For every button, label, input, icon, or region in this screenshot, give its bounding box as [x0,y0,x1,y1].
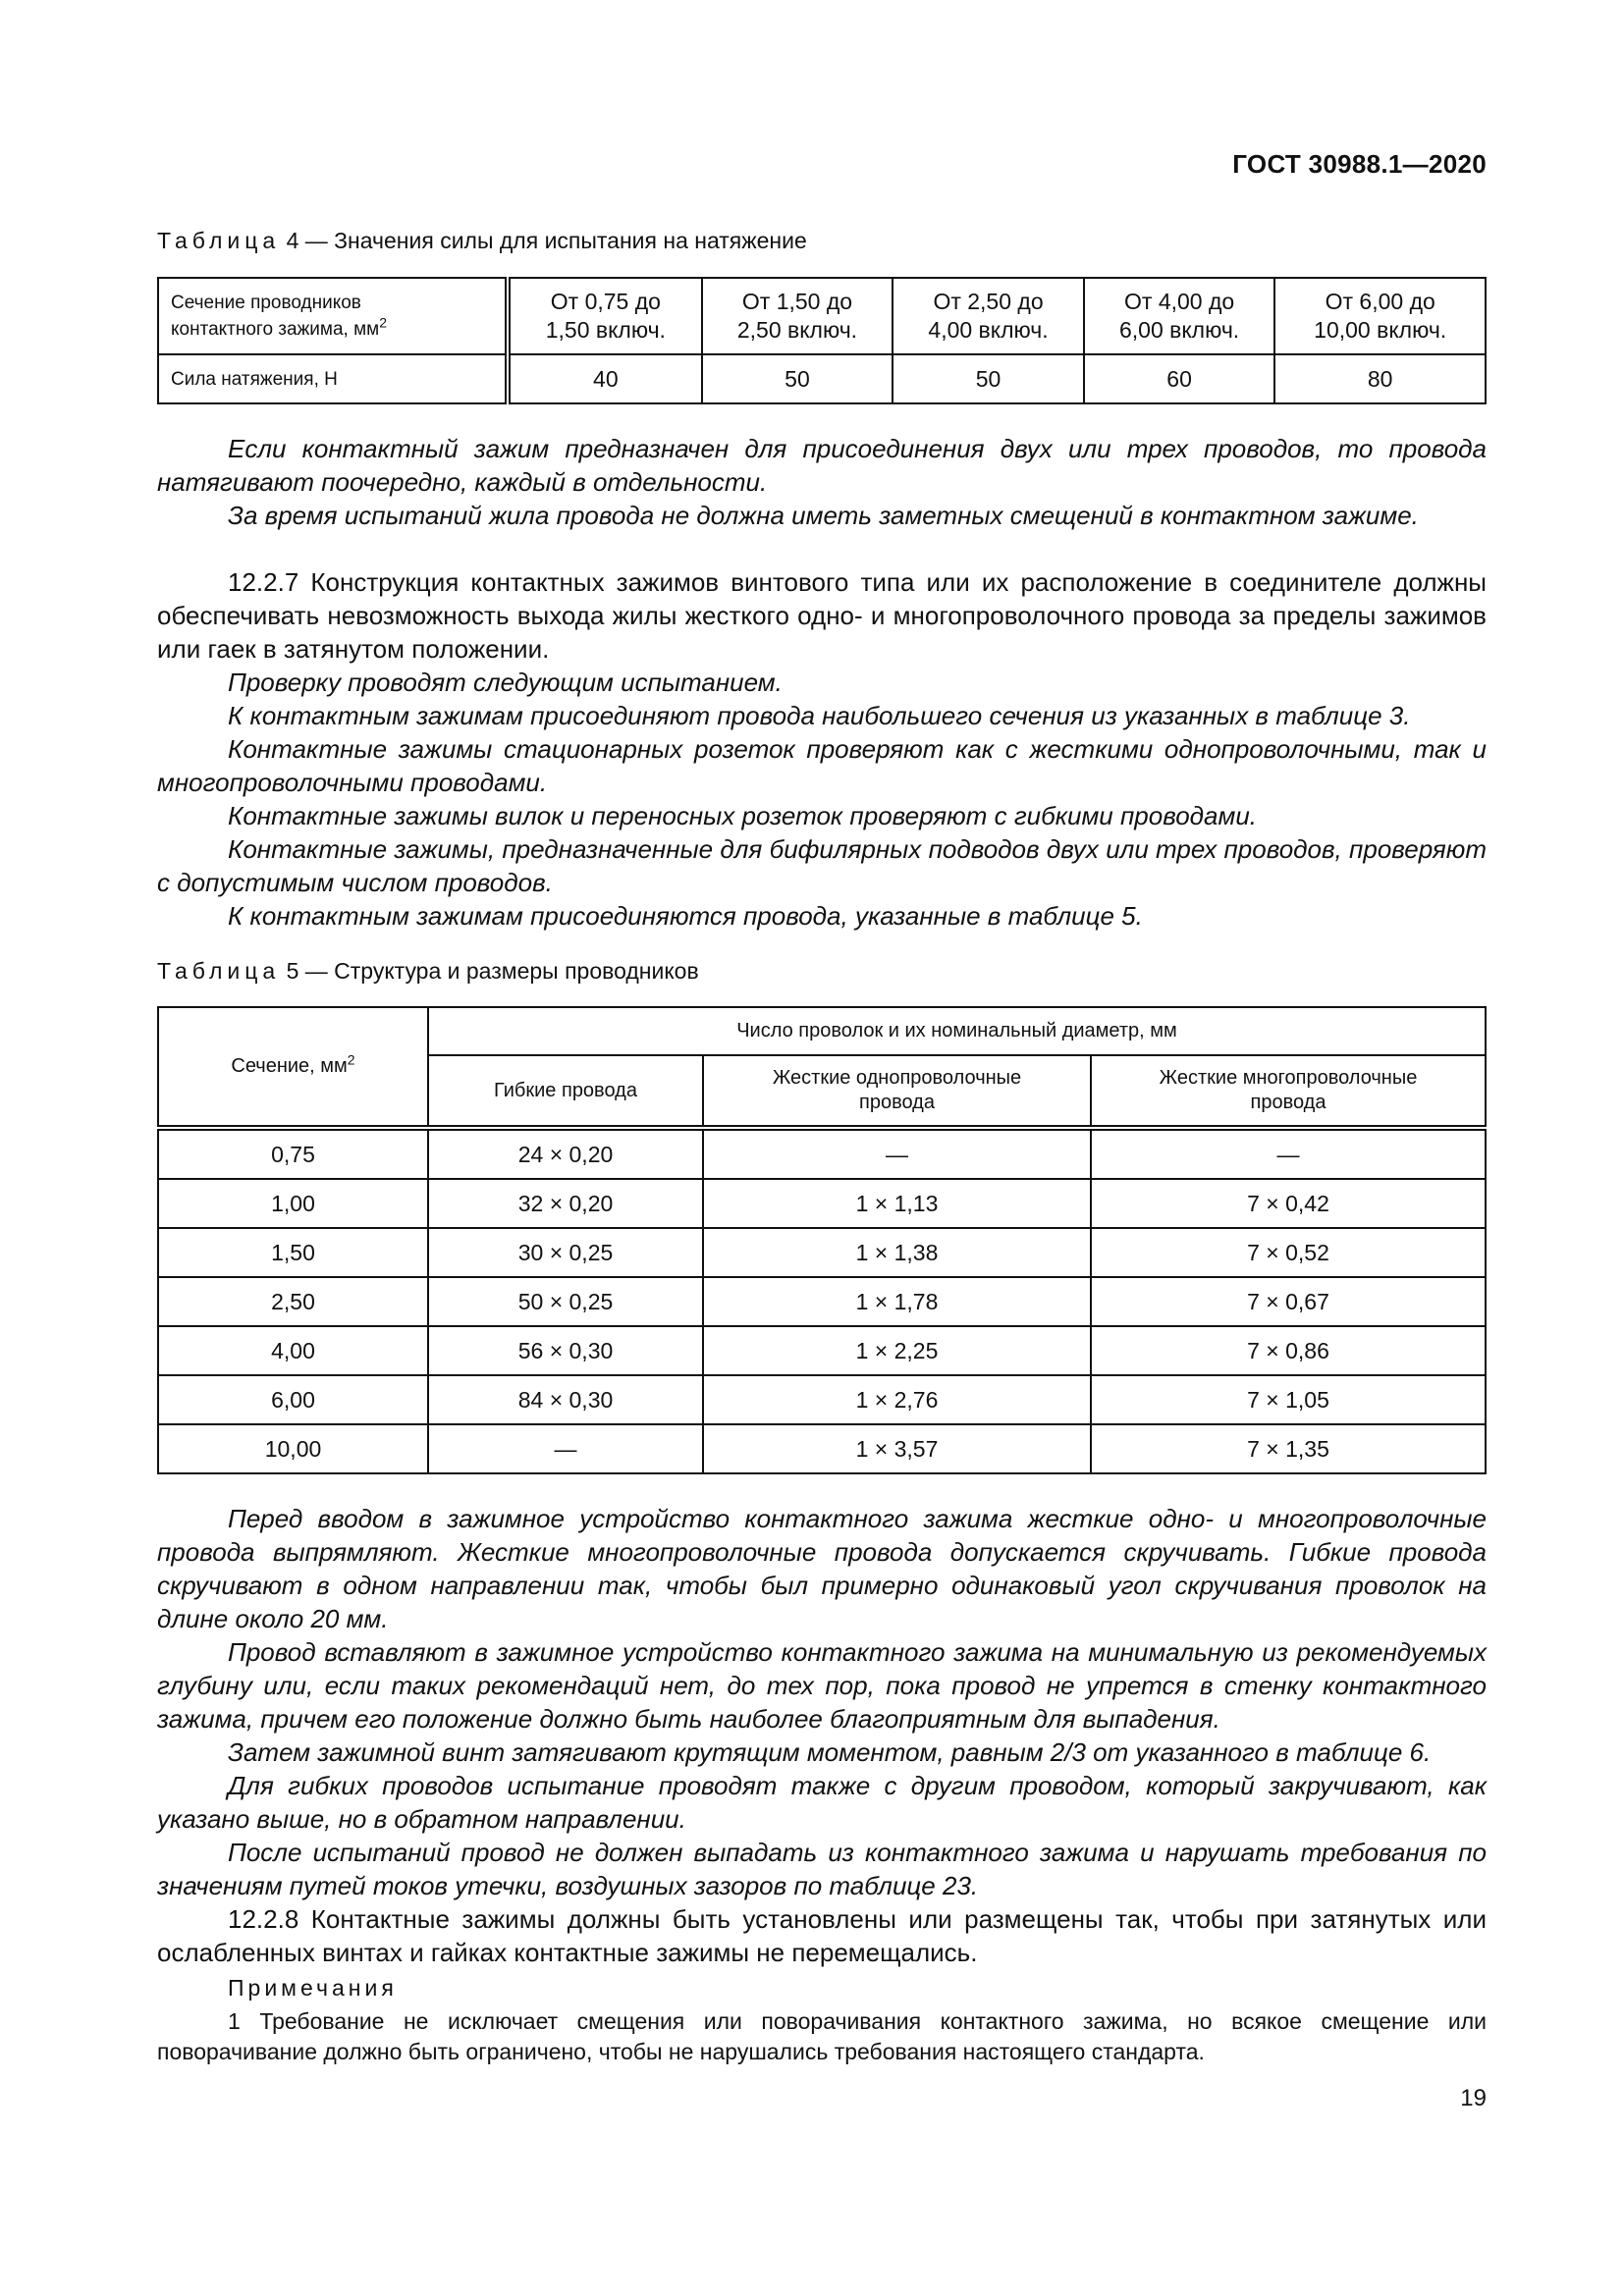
table-cell: — [1091,1128,1486,1179]
table-cell: 56 × 0,30 [428,1326,703,1375]
table4-cell-line: 2,50 включ. [736,317,858,343]
table4-row-label: Сила натяжения, Н [158,354,508,403]
table5-col-flexible: Гибкие провода [428,1055,703,1128]
table4-cell-line: 4,00 включ. [928,317,1049,343]
table4-cell: 60 [1084,354,1275,403]
document-code: ГОСТ 30988.1—2020 [1232,149,1487,179]
paragraph: Проверку проводят следующим испытанием. [228,667,783,697]
table4-cell-line: От 2,50 до [933,289,1044,314]
table-cell: 1 × 2,25 [703,1326,1091,1375]
table-cell: 7 × 1,05 [1091,1375,1486,1424]
table-cell: 7 × 0,86 [1091,1326,1486,1375]
paragraph: Контактные зажимы стационарных розеток проверяют как с жесткими однопроволочными, так и многопроволочными проводами. [157,734,1487,797]
table5-col-section-label: Сечение, мм [231,1055,348,1077]
table4-caption-text: 4 — Значения силы для испытания на натяжение [286,228,807,253]
table-cell: 84 × 0,30 [428,1375,703,1424]
table-row [158,1277,1486,1326]
table5-body [158,1128,1486,1473]
paragraph: 12.2.8 Контактные зажимы должны быть установлены или размещены так, чтобы при затянутых или ослабленных винтах и гайках контактные зажимы не перемещались. [157,1904,1487,1967]
table-cell: 1 × 2,76 [703,1375,1091,1424]
notes-title: Примечания [228,1975,398,2001]
paragraph: Контактные зажимы вилок и переносных розеток проверяют с гибкими проводами. [228,801,1257,830]
table5-col-stranded [1091,1055,1486,1128]
table4-cell-line: 10,00 включ. [1314,317,1447,343]
table5-caption [157,958,699,985]
table-cell: 1 × 1,13 [703,1179,1091,1228]
paragraph: К контактным зажимам присоединяются провода, указанные в таблице 5. [228,901,1143,931]
table5-caption-text: 5 — Структура и размеры проводников [286,958,699,984]
table-cell: 7 × 0,52 [1091,1228,1486,1277]
table5-col-stranded-line: Жесткие многопроволочные [1159,1067,1418,1089]
table-cell: 6,00 [158,1375,428,1424]
table-cell: 1,50 [158,1228,428,1277]
paragraph: К контактным зажимам присоединяют провода наибольшего сечения из указанных в таблице 3. [228,701,1411,730]
table5-header-row [158,1007,1486,1055]
page-number: 19 [1460,2085,1487,2111]
table-cell: 1 × 1,38 [703,1228,1091,1277]
table4-cell-line: От 0,75 до [550,289,661,314]
table5-col-section [158,1007,428,1128]
paragraph: Затем зажимной винт затягивают крутящим моментом, равным 2/3 от указанного в таблице 6. [228,1737,1432,1767]
table4-cell: 50 [702,354,893,403]
table4-cell-line: От 6,00 до [1325,289,1435,314]
table4-cell [1274,278,1486,354]
table-row [158,1424,1486,1473]
table4-row-label [158,278,508,354]
table5-col-solid [703,1055,1091,1128]
table-5 [157,1006,1487,1474]
table4-cell: 80 [1274,354,1486,403]
table4-cell [702,278,893,354]
table5-group-header: Число проволок и их номинальный диаметр, мм [428,1007,1486,1055]
paragraph: Для гибких проводов испытание проводят также с другим проводом, который закручивают, как указано выше, но в обратном направлении. [157,1771,1487,1834]
table5-col-solid-line: Жесткие однопроволочные [772,1067,1022,1089]
table-cell: 1 × 1,78 [703,1277,1091,1326]
paragraph: Перед вводом в зажимное устройство контактного зажима жесткие одно- и многопроволочные провода выпрямляют. Жесткие многопроволочные провода допускается скручивать. Гибкие провода скручивают в одном направлении так, чтобы был примерно одинаковый угол скручивания проволок на длине около 20 мм. [157,1504,1487,1633]
table5-col-section-sup: 2 [347,1051,355,1068]
table4-cell [508,278,702,354]
table4-label-line2: контактного зажима, мм [171,319,380,340]
table4-label-line1: Сечение проводников [171,293,361,313]
paragraph: Контактные зажимы, предназначенные для бифилярных подводов двух или трех проводов, проверяют с допустимым числом проводов. [157,834,1487,897]
table4-cell: 50 [893,354,1084,403]
table4-row-force [158,354,1486,403]
table-row [158,1228,1486,1277]
paragraph: 12.2.7 Конструкция контактных зажимов винтового типа или их расположение в соединителе должны обеспечивать невозможность выхода жилы жесткого одно- и многопроволочного провода за пределы зажимов или гаек в затянутом положении. [157,567,1487,664]
paragraph: Провод вставляют в зажимное устройство контактного зажима на минимальную из рекомендуемых глубину или, если таких рекомендаций нет, до тех пор, пока провод не упрется в стенку контактного зажима, причем его положение должно быть наиболее благоприятным для выпадения. [157,1637,1487,1734]
table4-cell-line: От 4,00 до [1124,289,1235,314]
table-cell: 10,00 [158,1424,428,1473]
table4-caption [157,228,807,254]
table5-col-stranded-line: провода [1250,1092,1326,1113]
table-cell: — [428,1424,703,1473]
table4-cell [1084,278,1275,354]
table4-cell [893,278,1084,354]
table5-caption-prefix: Таблица [157,958,281,984]
note-item: 1 Требование не исключает смещения или поворачивания контактного зажима, но всякое смещение или поворачивание должно быть ограничено, чтобы не нарушались требования настоящего стандарта. [157,2008,1487,2064]
table-row [158,1375,1486,1424]
table-4 [157,277,1487,404]
table-row [158,1128,1486,1179]
table4-label-sup: 2 [379,314,387,331]
paragraph: За время испытаний жила провода не должна иметь заметных смещений в контактном зажиме. [228,501,1419,530]
paragraph: Если контактный зажим предназначен для присоединения двух или трех проводов, то провода натягивают поочередно, каждый в отдельности. [157,434,1487,497]
table-cell: 2,50 [158,1277,428,1326]
paragraph: После испытаний провод не должен выпадать из контактного зажима и нарушать требования по значениям путей токов утечки, воздушных зазоров по таблице 23. [157,1838,1487,1900]
table-cell: 50 × 0,25 [428,1277,703,1326]
table4-cell-line: 1,50 включ. [545,317,666,343]
table4-row-section [158,278,1486,354]
table-cell: 32 × 0,20 [428,1179,703,1228]
table-cell: 7 × 1,35 [1091,1424,1486,1473]
table-cell: 1 × 3,57 [703,1424,1091,1473]
table-cell: 24 × 0,20 [428,1128,703,1179]
table-cell: 4,00 [158,1326,428,1375]
table-cell: 7 × 0,67 [1091,1277,1486,1326]
table-cell: 1,00 [158,1179,428,1228]
table-row [158,1179,1486,1228]
table-cell: 7 × 0,42 [1091,1179,1486,1228]
table4-cell: 40 [508,354,702,403]
table-row [158,1326,1486,1375]
table-cell: 0,75 [158,1128,428,1179]
table-cell: 30 × 0,25 [428,1228,703,1277]
table4-cell-line: 6,00 включ. [1118,317,1240,343]
table-cell: — [703,1128,1091,1179]
table5-col-solid-line: провода [859,1092,935,1113]
table4-caption-prefix: Таблица [157,228,281,253]
table4-cell-line: От 1,50 до [741,289,853,314]
